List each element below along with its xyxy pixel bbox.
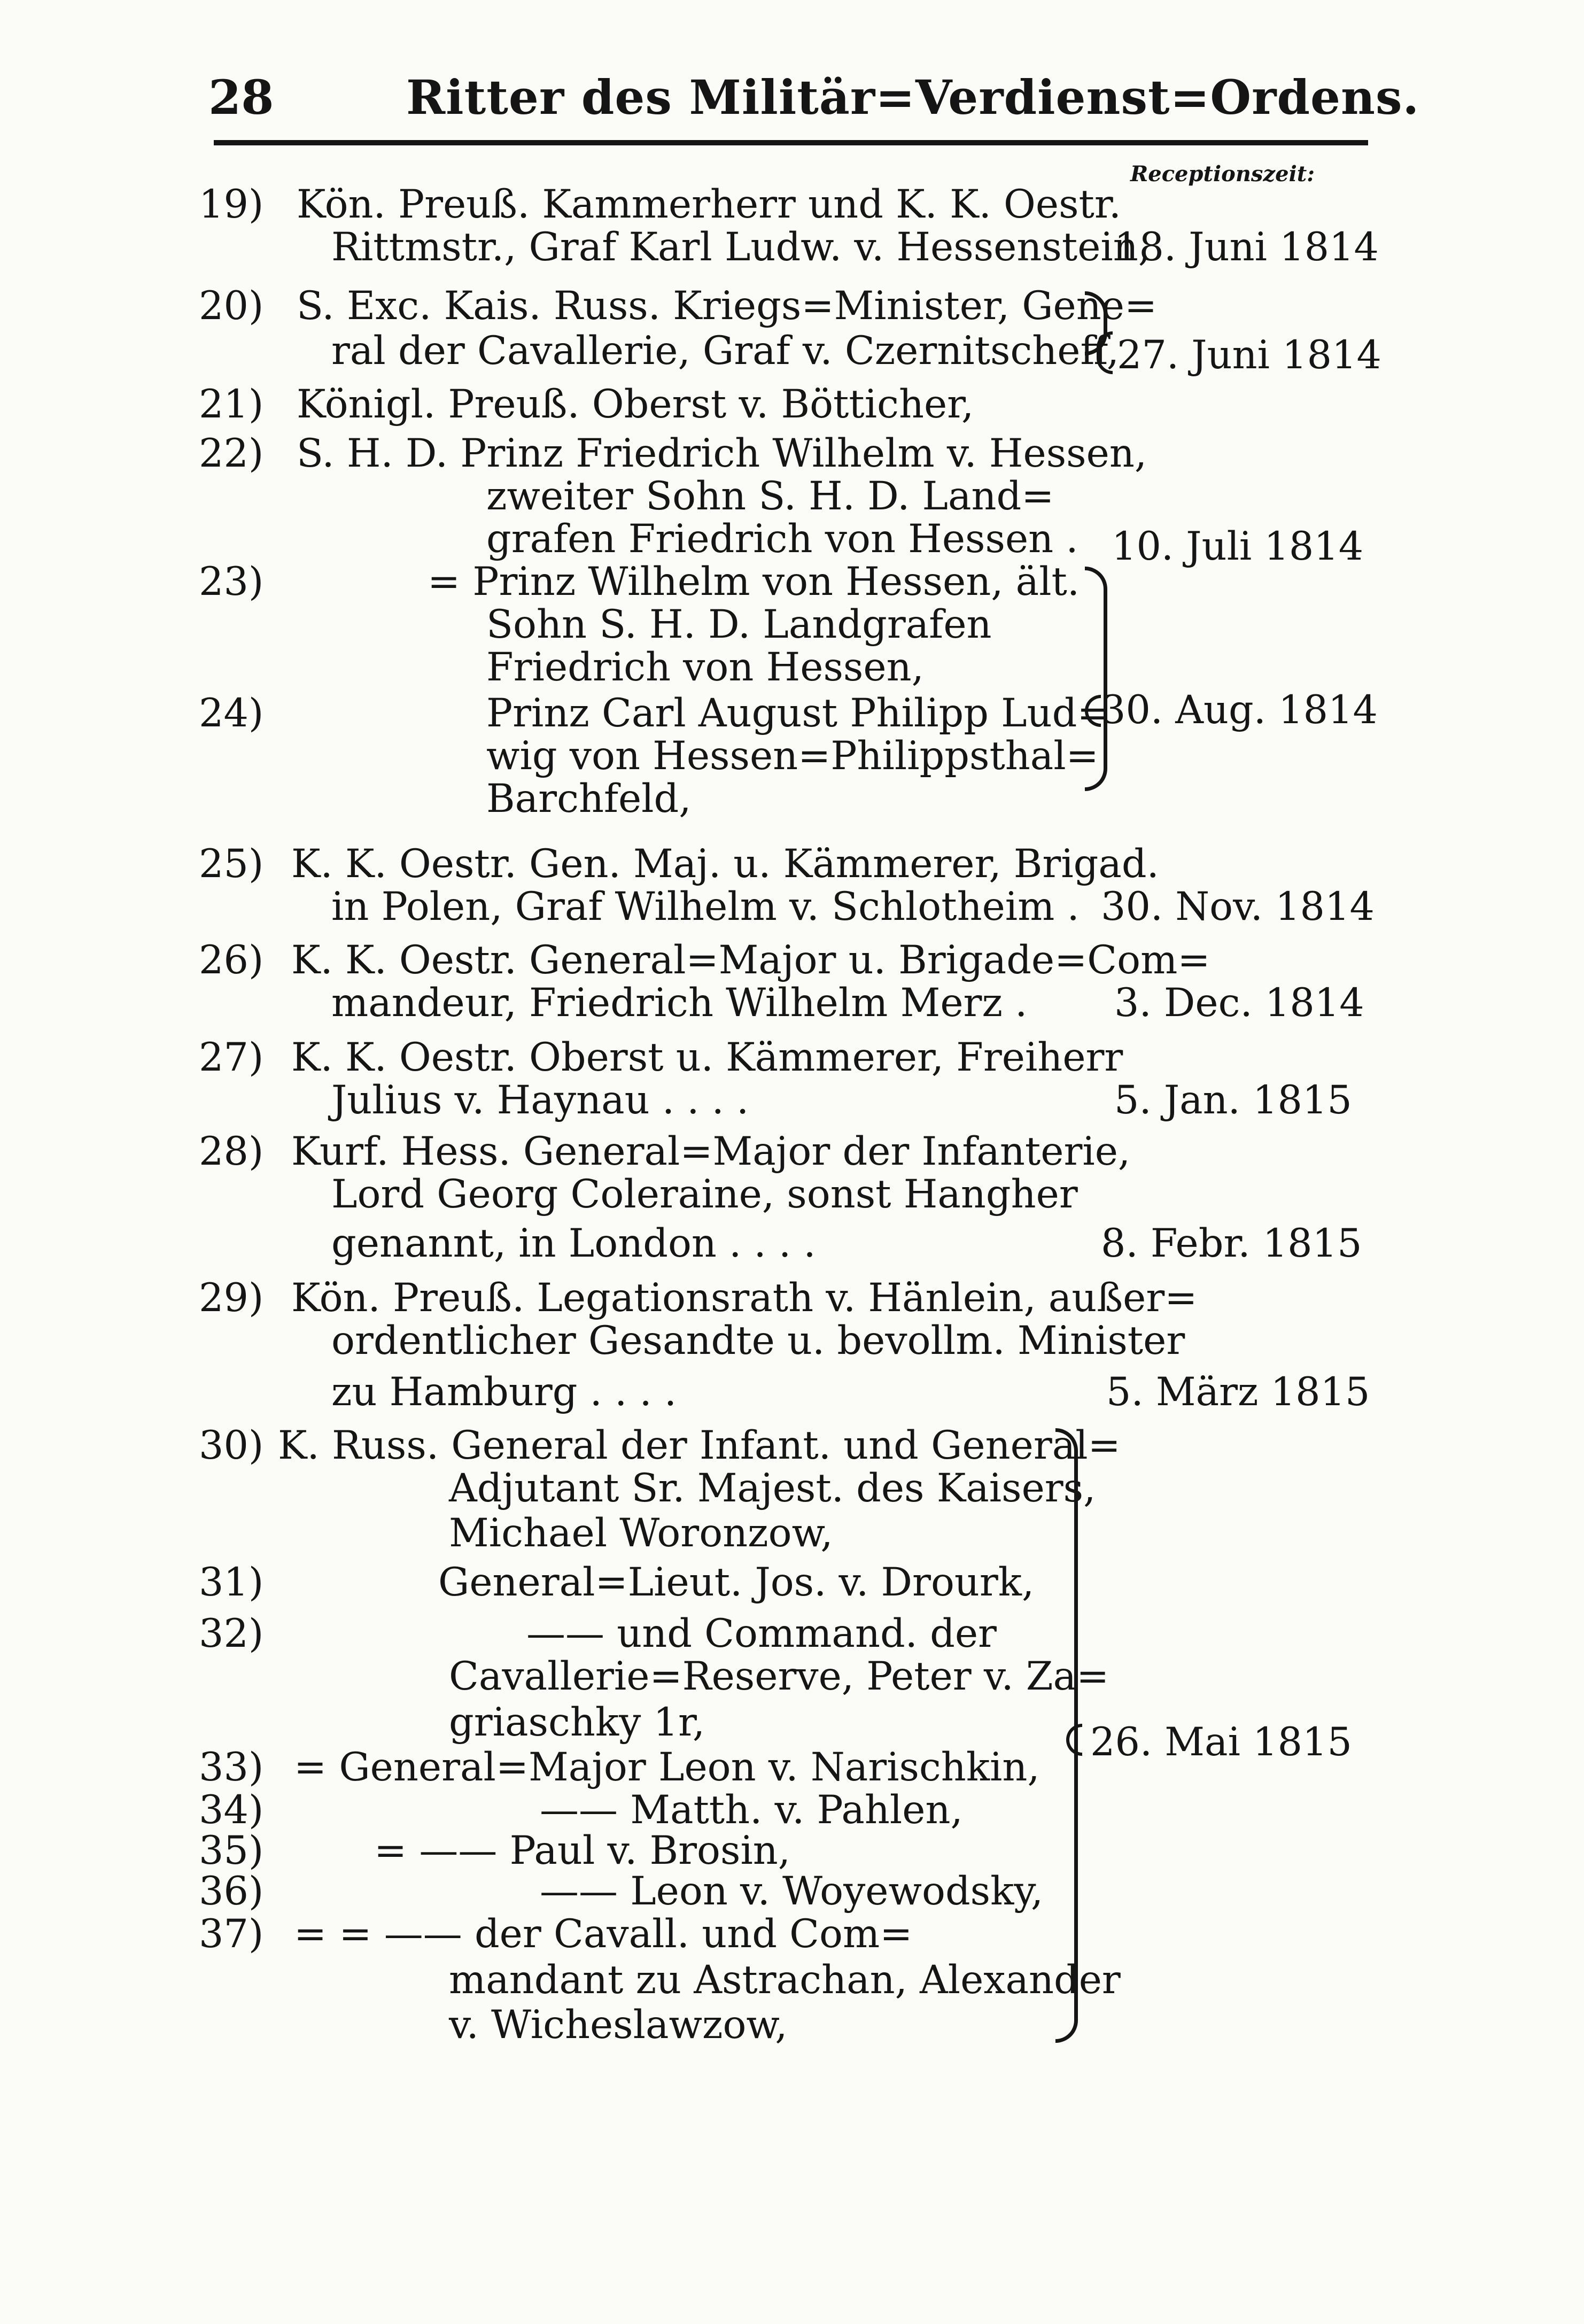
entry-line: General=Lieut. Jos. v. Drourk, — [438, 1560, 1035, 1605]
entry-number: 29) — [199, 1275, 264, 1321]
entry-line: = Prinz Wilhelm von Hessen, ält. — [428, 559, 1080, 605]
entry-line: K. K. Oestr. Gen. Maj. u. Kämmerer, Brigad. — [291, 841, 1159, 887]
entry-line: K. K. Oestr. Oberst u. Kämmerer, Freiherr — [291, 1035, 1123, 1080]
reception-date: 30. Aug. 1814 — [1101, 687, 1378, 733]
entry-number: 35) — [199, 1828, 264, 1873]
entry-line: —— Matth. v. Pahlen, — [540, 1787, 963, 1833]
entry-number: 24) — [199, 691, 264, 736]
entry-line: Adjutant Sr. Majest. des Kaisers, — [449, 1466, 1096, 1511]
entry-number: 28) — [199, 1129, 264, 1174]
entry-line: genannt, in London . . . . — [331, 1221, 816, 1266]
entry-line: in Polen, Graf Wilhelm v. Schlotheim . — [331, 884, 1080, 929]
entry-line: K. Russ. General der Infant. und General= — [278, 1423, 1121, 1468]
entry-line: K. K. Oestr. General=Major u. Brigade=Com= — [291, 938, 1210, 983]
entry-number: 22) — [199, 431, 264, 476]
entry-line: wig von Hessen=Philippsthal= — [486, 733, 1099, 779]
reception-date: 3. Dec. 1814 — [1114, 980, 1364, 1026]
entry-number: 30) — [199, 1423, 264, 1468]
reception-date: 5. Jan. 1815 — [1114, 1078, 1352, 1123]
entry-line: ral der Cavallerie, Graf v. Czernitscheff, — [331, 328, 1119, 374]
reception-date: 8. Febr. 1815 — [1101, 1221, 1362, 1266]
entry-line: griaschky 1r, — [449, 1700, 705, 1745]
reception-date: 30. Nov. 1814 — [1101, 884, 1375, 929]
entry-line: Sohn S. H. D. Landgrafen — [486, 602, 992, 647]
entry-line: mandeur, Friedrich Wilhelm Merz . — [331, 980, 1028, 1026]
entry-line: Barchfeld, — [486, 776, 692, 822]
entry-line: Cavallerie=Reserve, Peter v. Za= — [449, 1654, 1109, 1699]
grouping-brace — [1085, 567, 1107, 791]
entry-number: 21) — [199, 382, 264, 427]
entry-number: 19) — [199, 182, 264, 227]
entry-number: 25) — [199, 841, 264, 887]
entry-number: 32) — [199, 1611, 264, 1656]
header-rule — [214, 140, 1368, 145]
entry-line: grafen Friedrich von Hessen . — [486, 516, 1078, 562]
entry-line: Königl. Preuß. Oberst v. Bötticher, — [297, 382, 974, 427]
entry-number: 36) — [199, 1869, 264, 1914]
entry-number: 23) — [199, 559, 264, 605]
entry-line: zweiter Sohn S. H. D. Land= — [486, 474, 1054, 519]
entry-line: mandant zu Astrachan, Alexander — [449, 1957, 1121, 2003]
entry-line: Kön. Preuß. Legationsrath v. Hänlein, außer= — [291, 1275, 1198, 1321]
entry-line: —— Leon v. Woyewodsky, — [540, 1869, 1044, 1914]
reception-date: 26. Mai 1815 — [1090, 1719, 1352, 1765]
entry-line: = General=Major Leon v. Narischkin, — [294, 1745, 1040, 1790]
column-label: Receptionszeit: — [1130, 161, 1315, 187]
entry-number: 27) — [199, 1035, 264, 1080]
entry-line: = = —— der Cavall. und Com= — [294, 1911, 913, 1957]
entry-line: Rittmstr., Graf Karl Ludw. v. Hessenstein, — [331, 224, 1151, 270]
entry-line: S. Exc. Kais. Russ. Kriegs=Minister, Gene= — [297, 283, 1158, 329]
reception-date: 27. Juni 1814 — [1117, 332, 1381, 378]
entry-line: ordentlicher Gesandte u. bevollm. Minister — [331, 1318, 1185, 1364]
entry-line: Michael Woronzow, — [449, 1510, 833, 1556]
entry-number: 34) — [199, 1787, 264, 1833]
entry-line: Julius v. Haynau . . . . — [331, 1078, 749, 1123]
entry-line: Lord Georg Coleraine, sonst Hangher — [331, 1172, 1078, 1217]
entry-line: = —— Paul v. Brosin, — [374, 1828, 791, 1873]
page-number: 28 — [208, 69, 274, 125]
entry-line: v. Wicheslawzow, — [449, 2002, 788, 2048]
entry-number: 26) — [199, 938, 264, 983]
running-head: Ritter des Militär=Verdienst=Ordens. — [406, 69, 1420, 125]
entry-line: Prinz Carl August Philipp Lud= — [486, 691, 1110, 736]
entry-number: 33) — [199, 1745, 264, 1790]
entry-line: zu Hamburg . . . . — [331, 1369, 677, 1415]
entry-line: —— und Command. der — [526, 1611, 997, 1656]
entry-number: 37) — [199, 1911, 264, 1957]
entry-number: 31) — [199, 1560, 264, 1605]
entry-number: 20) — [199, 283, 264, 329]
entry-line: S. H. D. Prinz Friedrich Wilhelm v. Hessen, — [297, 431, 1147, 476]
entry-line: Kurf. Hess. General=Major der Infanterie, — [291, 1129, 1131, 1174]
reception-date: 5. März 1815 — [1106, 1369, 1370, 1415]
reception-date: 18. Juni 1814 — [1114, 224, 1379, 270]
reception-date: 10. Juli 1814 — [1112, 524, 1364, 569]
entry-line: Friedrich von Hessen, — [486, 645, 924, 690]
entry-line: Kön. Preuß. Kammerherr und K. K. Oestr. — [297, 182, 1121, 227]
